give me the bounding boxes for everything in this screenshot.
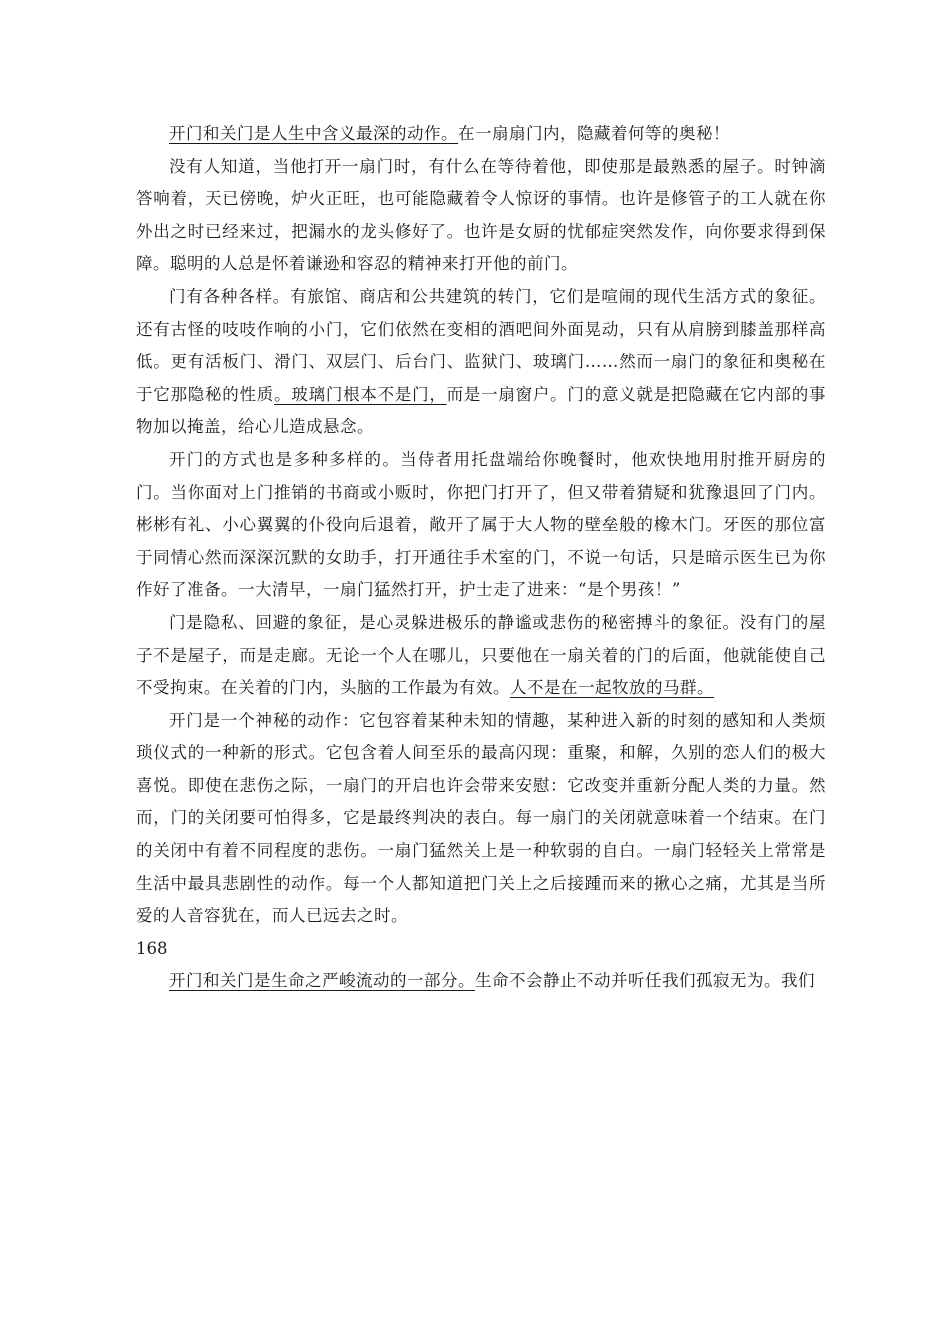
text-segment: 开门是一个神秘的动作：它包容着某种未知的情趣，某种进入新的时刻的感知和人类烦琐仪式的一种新的形式。它包含着人间至乐的最高闪现：重聚，和解，久别的恋人们的极大喜悦。即使在悲伤之际，一扇门的开启也许会带来安慰：它改变并重新分配人类的力量。然而，门的关闭要可怕得多，它是最终判决的表白。每一扇门的关闭就意味着一个结束。在门的关闭中有着不同程度的悲伤。一扇门猛然关上是一种软弱的自白。一扇门轻轻关上常常是生活中最具悲剧性的动作。每一个人都知道把门关上之后接踵而来的揪心之痛，尤其是当所爱的人音容犹在，而人已远去之时。 [136, 710, 826, 926]
underlined-text: 开门和关门是人生中含义最深的动作。 [169, 124, 458, 143]
continued-paragraph [136, 965, 826, 998]
text-segment: 而是一扇窗户。门的意义就是把隐藏在它内部的事物加以掩盖，给心儿造成悬念。 [136, 384, 827, 437]
essay-body [136, 118, 826, 933]
document-page [136, 118, 826, 998]
text-segment: 在一扇扇门内，隐藏着何等的奥秘！ [458, 124, 730, 143]
text-segment: 开门的方式也是多种多样的。当侍者用托盘端给你晚餐时，他欢快地用肘推开厨房的门。当你面对上门推销的书商或小贩时，你把门打开了，但又带着猜疑和犹豫退回了门内。彬彬有礼、小心翼翼的仆役向后退着，敞开了属于大人物的壁垒般的橡木门。牙医的那位富于同情心然而深深沉默的女助手，打开通往手术室的门，不说一句话，只是暗示医生已为你作好了准备。一大清早，一扇门猛然打开，护士走了进来：“是个男孩！” [136, 449, 826, 600]
text-segment: 生命不会静止不动并听任我们孤寂无为。我们 [475, 971, 815, 991]
page-number: 168 [136, 938, 168, 958]
paragraph [136, 444, 826, 607]
text-segment: 门有各种各样。有旅馆、商店和公共建筑的转门，它们是喧闹的现代生活方式的象征。还有古怪的吱吱作响的小门，它们依然在变相的酒吧间外面晃动，只有从肩膀到膝盖那样高低。更有活板门、滑门、双层门、后台门、监狱门、玻璃门……然而一扇门的象征和奥秘在于它那隐秘的性质 [136, 286, 826, 404]
paragraph [136, 705, 826, 933]
paragraph [136, 151, 826, 281]
underlined-text: 人不是在一起牧放的马群。 [510, 678, 714, 698]
text-segment: 没有人知道，当他打开一扇门时，有什么在等待着他，即使那是最熟悉的屋子。时钟滴答响着，天已傍晚，炉火正旺，也可能隐藏着令人惊讶的事情。也许是修管子的工人就在你外出之时已经来过，把漏水的龙头修好了。也许是女厨的忧郁症突然发作，向你要求得到保障。聪明的人总是怀着谦逊和容忍的精神来打开他的前门。 [136, 156, 826, 274]
paragraph [136, 281, 826, 444]
paragraph [136, 118, 826, 151]
paragraph [136, 607, 826, 705]
underlined-text: 。玻璃门根本不是门， [274, 384, 447, 404]
underlined-text: 开门和关门是生命之严峻流动的一部分。 [169, 971, 475, 991]
paragraph [136, 965, 826, 998]
text-segment: 门是隐私、回避的象征，是心灵躲进极乐的静谧或悲伤的秘密搏斗的象征。没有门的屋子不是屋子，而是走廊。无论一个人在哪儿，只要他在一扇关着的门的后面，他就能使自己不受拘束。在关着的门内，头脑的工作最为有效。 [136, 612, 826, 698]
